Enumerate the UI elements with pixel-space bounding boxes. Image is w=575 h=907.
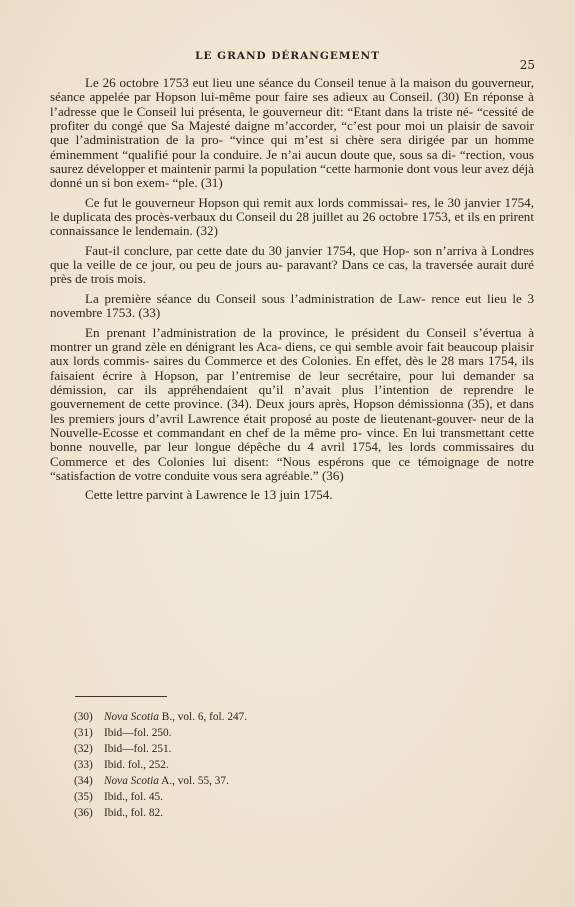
footnotes	[74, 709, 494, 821]
footnote-source: Nova Scotia	[104, 775, 159, 787]
footnote	[74, 709, 494, 725]
footnote-rule	[75, 696, 167, 697]
footnote-number: (35)	[74, 791, 93, 803]
paragraph: Faut-il conclure, par cette date du 30 janvier 1754, que Hop- son n’arriva à Londres que la veille de ce jour, ou peu de jours au- paravant? Dans ce cas, la traversée aurait duré près de trois mois.	[50, 242, 534, 287]
footnote	[74, 773, 494, 789]
footnote-source: Nova Scotia	[104, 711, 159, 723]
footnote	[74, 805, 494, 821]
paragraph: La première séance du Conseil sous l’administration de Law- rence eut lieu le 3 novembre 1753. (33)	[50, 290, 534, 321]
footnote-number: (31)	[74, 727, 93, 739]
footnote-text: Ibid., fol. 82.	[104, 807, 163, 819]
footnote-number: (34)	[74, 775, 93, 787]
paragraph: En prenant l’administration de la province, le président du Conseil s’évertua à montrer un grand zèle en dénigrant les Aca- diens, ce qui semble avoir fait beaucoup plaisir aux lords commis- saires du Commerce et des Colonies. En effet, dès le 28 mars 1754, ils faisaient écrire à Hopson, par l’entremise de leur secrétaire, pour lui demander sa démission, car ils appréhendaient qu’il n’avait plus l’intention de reprendre le gouvernement de cette province. (34). Deux jours après, Hopson démissionna (35), et dans les premiers jours d’avril Lawrence était proposé au poste de lieutenant-gouver- neur de la Nouvelle-Ecosse et commandant en chef de la même pro- vince. En lui transmettant cette bonne nouvelle, par leur longue dépêche du 4 avril 1754, les lords commissaires du Commerce et des Colonies lui disent: “Nous espérons que ce témoignage de notre “satisfaction de votre conduite vous sera agréable.” (36)	[50, 324, 534, 483]
body-text	[50, 76, 534, 508]
footnote	[74, 757, 494, 773]
footnote	[74, 789, 494, 805]
footnote-number: (30)	[74, 711, 93, 723]
running-title: LE GRAND DÉRANGEMENT	[195, 50, 380, 62]
paragraph: Le 26 octobre 1753 eut lieu une séance du Conseil tenue à la maison du gouverneur, séance appelée par Hopson lui-même pour faire ses adieux au Conseil. (30) En réponse à l’adresse que le Conseil lui présenta, le gouverneur dit: “Etant dans la triste né- “cessité de profiter du congé que Sa Majesté daigne m’accorder, “c’est pour moi un plaisir de savoir que l’administration de la pro- “vince qui m’est si chère sera dirigée par un homme éminemment “qualifié pour la conduire. Je n’ai aucun doute que, sous sa di- “rection, vous saurez développer et maintenir parmi la population “cette harmonie dont vous leur avez déjà donné un si bon exem- “ple. (31)	[50, 75, 534, 191]
footnote-text: Ibid—fol. 251.	[104, 743, 172, 755]
footnote-number: (32)	[74, 743, 93, 755]
footnote-text: Ibid—fol. 250.	[104, 727, 172, 739]
footnote-text: A., vol. 55, 37.	[158, 775, 229, 787]
footnote-text: B., vol. 6, fol. 247.	[158, 711, 248, 723]
paragraph: Ce fut le gouverneur Hopson qui remit aux lords commissai- res, le 30 janvier 1754, le duplicata des procès-verbaux du Conseil du 28 juillet au 26 octobre 1753, et ils en prirent connaissance le lendemain. (32)	[50, 194, 534, 239]
footnote-text: Ibid., fol. 45.	[104, 791, 163, 803]
footnote	[74, 725, 494, 741]
footnote-number: (36)	[74, 807, 93, 819]
page-number: 25	[519, 58, 535, 72]
footnote-text: Ibid. fol., 252.	[104, 759, 169, 771]
footnote-number: (33)	[74, 759, 93, 771]
paragraph: Cette lettre parvint à Lawrence le 13 juin 1754.	[85, 487, 333, 503]
footnote	[74, 741, 494, 757]
